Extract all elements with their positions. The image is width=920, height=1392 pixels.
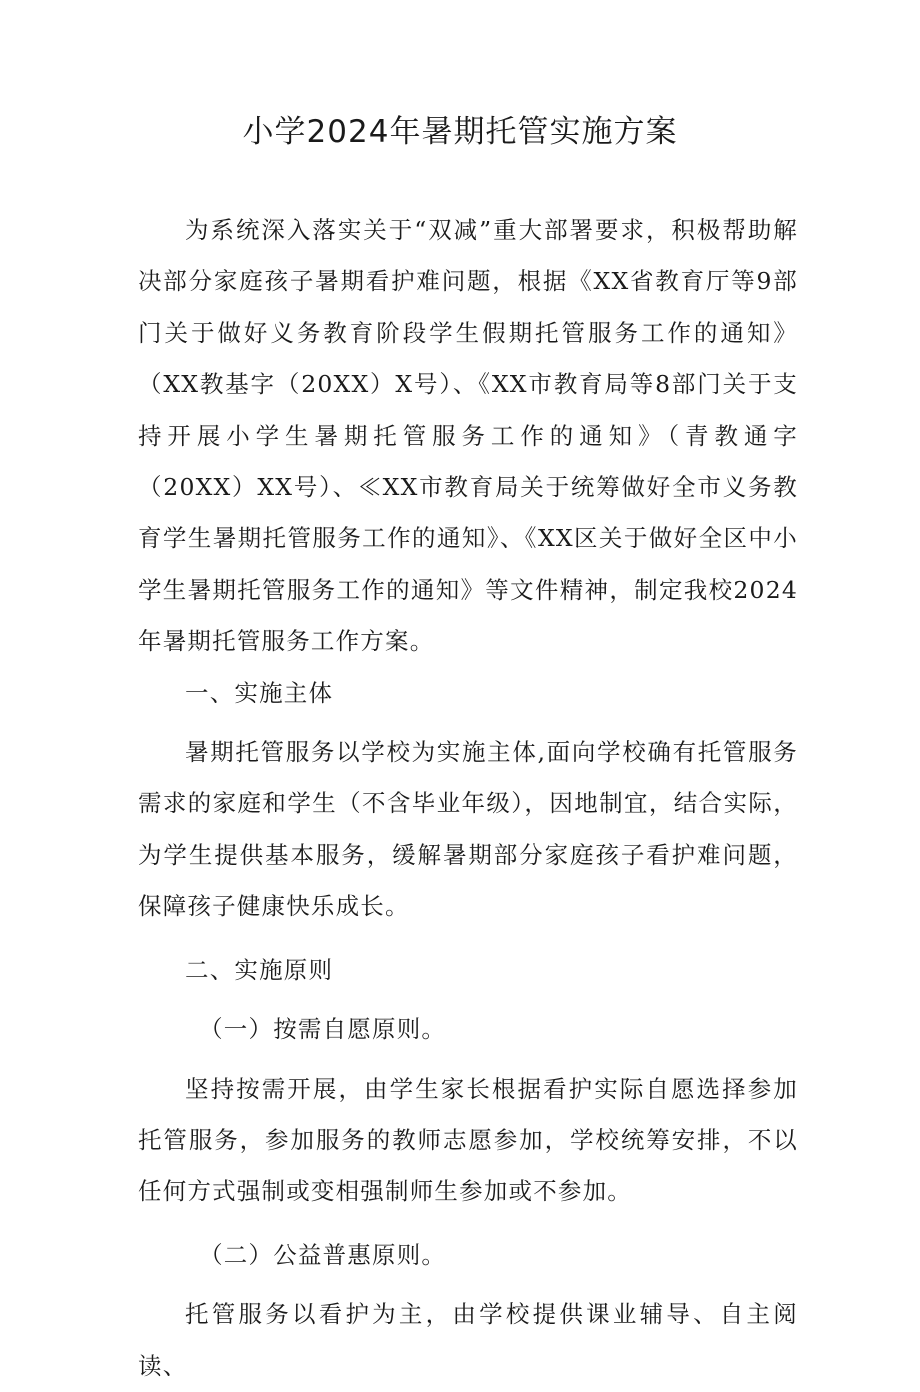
principle-heading-public-welfare: （二）公益普惠原则。 (199, 1240, 447, 1269)
principle-heading-voluntary: （一）按需自愿原则。 (199, 1015, 447, 1044)
public-welfare-paragraph: 托管服务以看护为主，由学校提供课业辅导、自主阅读、 (138, 1300, 798, 1380)
document-body (138, 205, 798, 1392)
section-heading-principles: 二、实施原则 (185, 955, 334, 984)
implementation-body-paragraph: 暑期托管服务以学校为实施主体,面向学校确有托管服务需求的家庭和学生（不含毕业年级），因地制宜，结合实际，为学生提供基本服务，缓解暑期部分家庭孩子看护难问题，保障孩子健康快乐成长。 (138, 738, 798, 921)
voluntary-principle-paragraph: 坚持按需开展，由学生家长根据看护实际自愿选择参加托管服务，参加服务的教师志愿参加，学校统筹安排，不以任何方式强制或变相强制师生参加或不参加。 (138, 1074, 798, 1206)
section-heading-implementation-body: 一、实施主体 (185, 678, 334, 707)
intro-paragraph: 为系统深入落实关于“双减”重大部署要求，积极帮助解决部分家庭孩子暑期看护难问题，根据《XX省教育厅等9部门关于做好义务教育阶段学生假期托管服务工作的通知》（XX教基字（20XX）X号）、《XX市教育局等8部门关于支持开展小学生暑期托管服务工作的通知》（青教通字（20XX）XX号）、≪XX市教育局关于统筹做好全市义务教育学生暑期托管服务工作的通知》、《XX区关于做好全区中小学生暑期托管服务工作的通知》等文件精神，制定我校2024年暑期托管服务工作方案。 (138, 216, 798, 656)
document-title: 小学2024年暑期托管实施方案 (242, 114, 678, 150)
